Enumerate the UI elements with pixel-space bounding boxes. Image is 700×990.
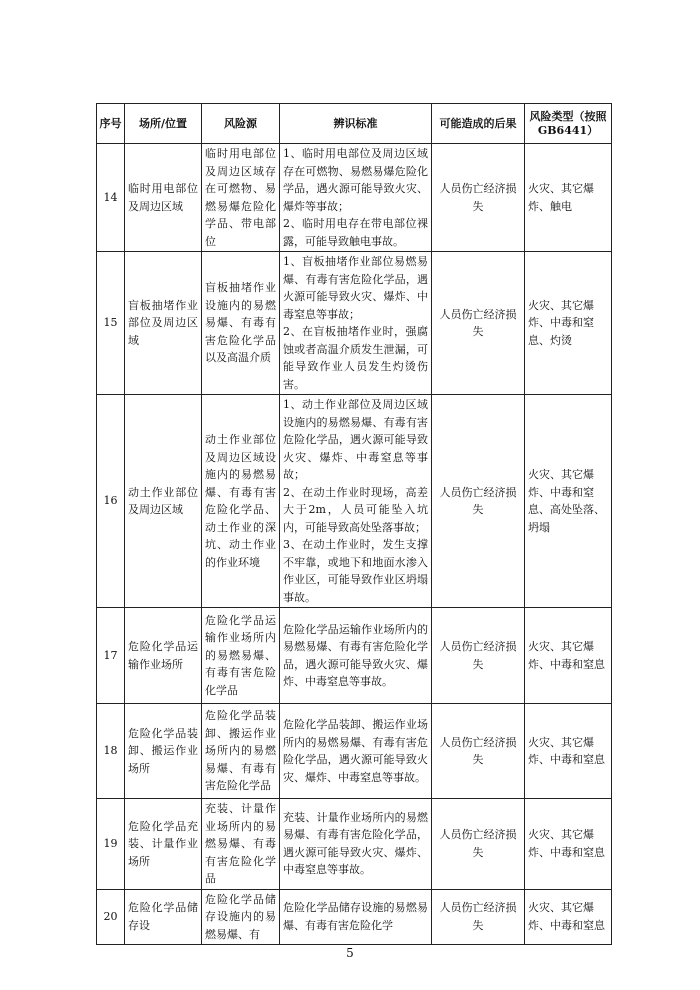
header-serial-number: 序号 [97,104,125,144]
criteria-item: 充装、计量作业场所内的易燃易爆、有毒有害危险化学品，遇火源可能导致火灾、爆炸、中毒窒息等事故。 [283,810,428,877]
row-risk-type: 火灾、其它爆炸、中毒和窒息 [525,799,612,890]
table-row [97,799,612,890]
criteria-item: 2、临时用电存在带电部位裸露，可能导致触电事故。 [283,217,428,248]
header-risk-type: 风险类型（按照GB6441） [525,104,612,144]
row-criteria [280,704,432,799]
header-risk-source: 风险源 [202,104,280,144]
row-criteria [280,889,432,945]
row-risk-source: 危险化学品储存设施内的易燃易爆、有 [202,889,280,945]
criteria-item: 1、盲板抽堵作业部位易燃易爆、有毒有害危险化学品，遇火源可能导致火灾、爆炸、中毒窒息等事故； [283,255,428,321]
table-row [97,395,612,608]
table-row [97,704,612,799]
header-location: 场所/位置 [125,104,202,144]
row-risk-type: 火灾、其它爆炸、中毒和窒息 [525,704,612,799]
row-number: 18 [97,704,125,799]
row-risk-type: 火灾、其它爆炸、中毒和窒息 [525,889,612,945]
row-risk-type: 火灾、其它爆炸、中毒和窒息、高处坠落、坍塌 [525,395,612,608]
row-criteria [280,144,432,252]
table-header-row [97,104,612,144]
row-risk-source: 危险化学品装卸、搬运作业场所内的易燃易爆、有毒有害危险化学品 [202,704,280,799]
header-possible-consequences: 可能造成的后果 [432,104,525,144]
row-location: 危险化学品运输作业场所 [125,608,202,704]
table-row [97,252,612,395]
row-risk-type: 火灾、其它爆炸、触电 [525,144,612,252]
criteria-item: 危险化学品装卸、搬运作业场所内的易燃易爆、有毒有害危险化学品，遇火源可能导致火灾、爆炸、中毒窒息等事故。 [283,718,428,784]
row-location: 临时用电部位及周边区域 [125,144,202,252]
risk-identification-table [96,103,612,945]
row-risk-type: 火灾、其它爆炸、中毒和窒息 [525,608,612,704]
row-consequence: 人员伤亡经济损失 [432,395,525,608]
criteria-item: 1、动土作业部位及周边区域设施内的易燃易爆、有毒有害危险化学品，遇火源可能导致火灾、爆炸、中毒窒息等事故； [283,398,428,481]
row-risk-source: 危险化学品运输作业场所内的易燃易爆、有毒有害危险化学品 [202,608,280,704]
row-number: 15 [97,252,125,395]
row-consequence: 人员伤亡经济损失 [432,704,525,799]
row-consequence: 人员伤亡经济损失 [432,252,525,395]
row-criteria [280,395,432,608]
row-risk-type: 火灾、其它爆炸、中毒和窒息、灼烫 [525,252,612,395]
row-criteria [280,252,432,395]
criteria-item: 危险化学品储存设施的易燃易爆、有毒有害危险化学 [283,901,428,932]
row-number: 19 [97,799,125,890]
row-location: 盲板抽堵作业部位及周边区域 [125,252,202,395]
row-location: 动土作业部位及周边区域 [125,395,202,608]
row-risk-source: 盲板抽堵作业设施内的易燃易爆、有毒有害危险化学品以及高温介质 [202,252,280,395]
criteria-item: 危险化学品运输作业场所内的易燃易爆、有毒有害危险化学品，遇火源可能导致火灾、爆炸、中毒窒息等事故。 [283,622,428,688]
row-risk-source: 临时用电部位及周边区域存在可燃物、易燃易爆危险化学品、带电部位 [202,144,280,252]
criteria-item: 3、在动土作业时，发生支撑不牢靠，或地下和地面水渗入作业区，可能导致作业区坍塌事故。 [283,538,428,604]
table-row [97,608,612,704]
header-identification-criteria: 辨识标准 [280,104,432,144]
row-consequence: 人员伤亡经济损失 [432,608,525,704]
row-consequence: 人员伤亡经济损失 [432,889,525,945]
row-location: 危险化学品充装、计量作业场所 [125,799,202,890]
row-consequence: 人员伤亡经济损失 [432,799,525,890]
criteria-item: 2、在盲板抽堵作业时，强腐蚀或者高温介质发生泄漏，可能导致作业人员发生灼烫伤害。 [283,325,428,391]
row-number: 20 [97,889,125,945]
row-number: 16 [97,395,125,608]
page-number: 5 [346,946,354,960]
row-risk-source: 充装、计量作业场所内的易燃易爆、有毒有害危险化学品 [202,799,280,890]
criteria-item: 2、在动土作业时现场，高差大于2m，人员可能坠入坑内，可能导致高处坠落事故； [283,485,428,534]
row-risk-source: 动土作业部位及周边区域设施内的易燃易爆、有毒有害危险化学品、动土作业的深坑、动土作业的作业环境 [202,395,280,608]
row-location: 危险化学品储存设 [125,889,202,945]
row-consequence: 人员伤亡经济损失 [432,144,525,252]
row-number: 17 [97,608,125,704]
row-location: 危险化学品装卸、搬运作业场所 [125,704,202,799]
row-criteria [280,799,432,890]
table-row [97,144,612,252]
row-number: 14 [97,144,125,252]
criteria-item: 1、临时用电部位及周边区域存在可燃物、易燃易爆危险化学品，遇火源可能导致火灾、爆炸等事故； [283,147,428,213]
row-criteria [280,608,432,704]
table-row [97,889,612,945]
